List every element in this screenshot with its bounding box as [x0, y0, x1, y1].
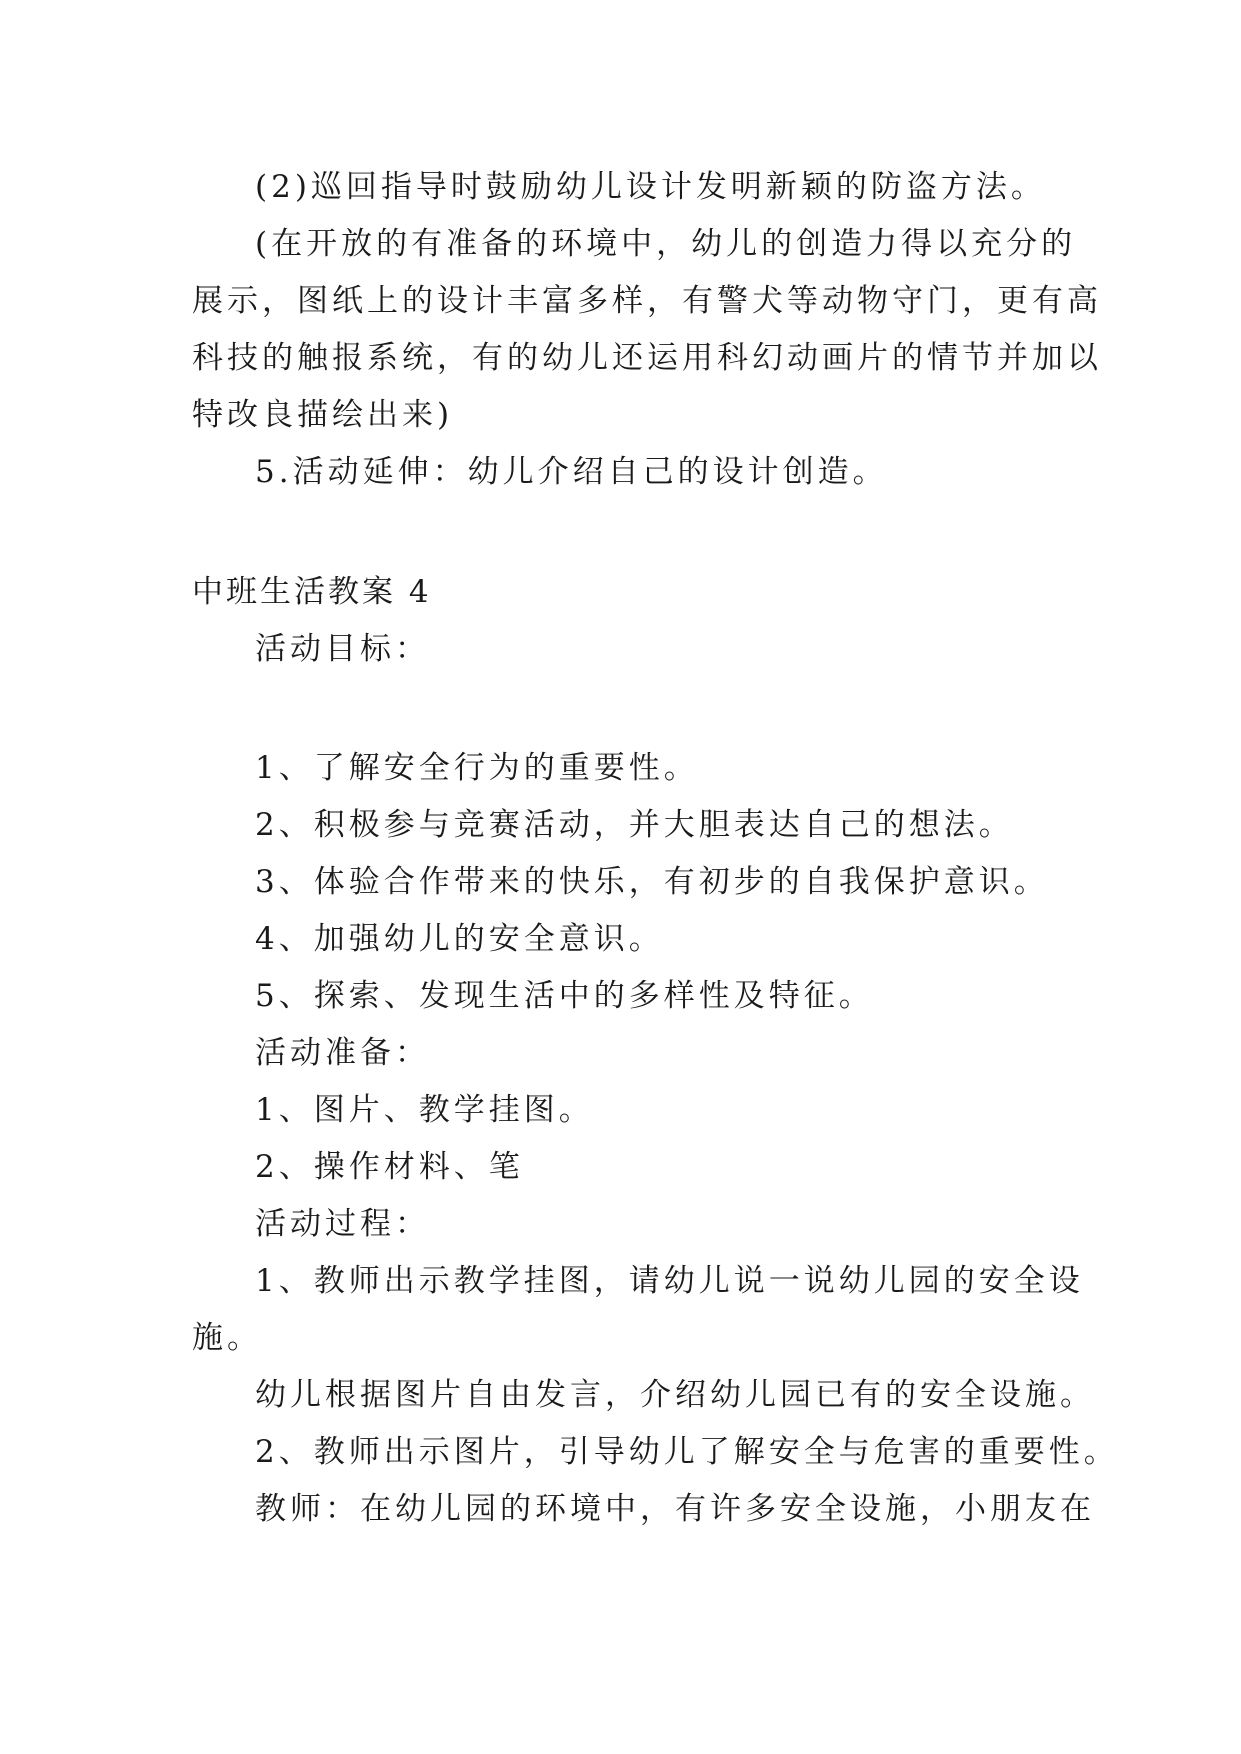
- note-line-3: 科技的触报系统，有的幼儿还运用科幻动画片的情节并加以: [192, 340, 1102, 376]
- activity-extension: 5.活动延伸：幼儿介绍自己的设计创造。: [255, 454, 888, 490]
- prep-heading: 活动准备：: [255, 1035, 430, 1071]
- process-step-2: 2、教师出示图片，引导幼儿了解安全与危害的重要性。: [255, 1434, 1119, 1470]
- prep-item-1: 1、图片、教学挂图。: [255, 1092, 594, 1128]
- process-step-1-line-2: 施。: [192, 1320, 262, 1356]
- goal-item-3: 3、体验合作带来的快乐，有初步的自我保护意识。: [255, 864, 1049, 900]
- goal-item-5: 5、探索、发现生活中的多样性及特征。: [255, 978, 874, 1014]
- goals-heading: 活动目标：: [255, 631, 430, 667]
- prep-item-2: 2、操作材料、笔: [255, 1149, 524, 1185]
- goal-item-1: 1、了解安全行为的重要性。: [255, 750, 699, 786]
- item-2-text: (2)巡回指导时鼓励幼儿设计发明新颖的防盗方法。: [255, 169, 1046, 205]
- goal-item-4: 4、加强幼儿的安全意识。: [255, 921, 664, 957]
- note-line-4: 特改良描绘出来): [192, 397, 454, 433]
- note-line-2: 展示，图纸上的设计丰富多样，有警犬等动物守门，更有高: [192, 283, 1102, 319]
- note-line-1: (在开放的有准备的环境中，幼儿的创造力得以充分的: [255, 226, 1077, 262]
- goal-item-2: 2、积极参与竞赛活动，并大胆表达自己的想法。: [255, 807, 1014, 843]
- section-title: 中班生活教案 4: [192, 574, 432, 610]
- process-heading: 活动过程：: [255, 1206, 430, 1242]
- process-step-1-line-1: 1、教师出示教学挂图，请幼儿说一说幼儿园的安全设: [255, 1263, 1084, 1299]
- process-step-1-response: 幼儿根据图片自由发言，介绍幼儿园已有的安全设施。: [255, 1377, 1095, 1413]
- teacher-line: 教师：在幼儿园的环境中，有许多安全设施，小朋友在: [255, 1491, 1095, 1527]
